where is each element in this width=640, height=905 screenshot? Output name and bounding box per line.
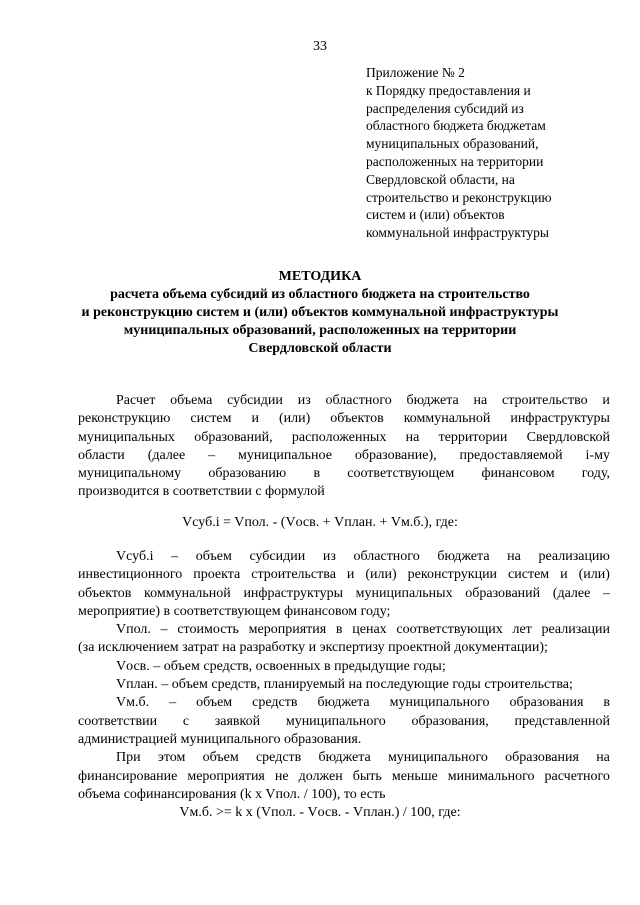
word: объектов <box>330 411 384 427</box>
definition-line <box>78 566 610 584</box>
word: не <box>274 768 289 784</box>
title-line: и реконструкцию систем и (или) объектов коммунальной инфраструктуры <box>81 305 559 320</box>
word: минимального <box>447 768 535 784</box>
word: на <box>507 549 521 564</box>
word: субсидии <box>249 549 306 564</box>
word: Расчет <box>116 393 156 408</box>
word: лет <box>512 622 532 638</box>
intro-paragraph <box>78 392 610 502</box>
word: инфраструктуры <box>243 585 343 601</box>
word: образования, <box>411 713 489 729</box>
definition-line <box>78 621 610 639</box>
word: Vм.б. <box>116 695 150 711</box>
paragraph-line <box>78 410 610 428</box>
word: из <box>297 393 311 408</box>
appendix-line: Свердловской области, на <box>366 171 515 187</box>
word: (или) <box>578 567 610 583</box>
paragraph-line: производится в соответствии с формулой <box>78 484 325 500</box>
word: и <box>602 393 610 408</box>
definition-line <box>78 749 610 767</box>
word: из <box>322 549 336 564</box>
word: Vсуб.i <box>116 549 154 564</box>
definition-line <box>78 694 610 712</box>
paragraph-line <box>78 392 610 410</box>
word: соответствующих <box>396 622 503 638</box>
definitions-block <box>78 548 610 804</box>
word: бюджета <box>406 393 459 408</box>
word: и <box>251 411 259 427</box>
word: муниципальных <box>78 429 175 445</box>
word: Vпол. <box>116 622 151 638</box>
word: – <box>171 549 179 564</box>
word: образования <box>509 695 584 711</box>
word: объем <box>202 750 239 766</box>
word: соответствии <box>78 713 158 729</box>
word: муниципального <box>387 750 488 766</box>
word: и <box>560 567 568 583</box>
appendix-line: распределения субсидий из <box>366 100 524 116</box>
word: систем <box>190 411 232 427</box>
appendix-line: муниципальных образований, <box>366 136 539 152</box>
definition-line <box>78 585 610 603</box>
word: году, <box>581 466 610 482</box>
word: строительства <box>251 567 336 583</box>
word: образований <box>465 585 541 601</box>
word: систем <box>508 567 550 583</box>
word: в <box>313 466 321 482</box>
title-line: расчета объема субсидий из областного бюджета на строительство <box>110 287 530 302</box>
appendix-line: коммунальной инфраструктуры <box>366 225 549 241</box>
paragraph-line <box>78 465 610 483</box>
definition-line: объема софинансирования (k x Vпол. / 100), то есть <box>78 786 386 802</box>
word: муниципальное <box>238 447 332 463</box>
word: – <box>160 622 168 638</box>
word: на <box>596 750 610 766</box>
word: меньше <box>391 768 438 784</box>
word: (или) <box>365 567 397 583</box>
word: При <box>116 750 141 766</box>
word: объема <box>170 393 213 408</box>
word: муниципальных <box>355 585 453 601</box>
definition-line: Vплан. – объем средств, планируемый на последующие годы строительства; <box>116 677 573 693</box>
paragraph-line <box>78 429 610 447</box>
definition-line: (за исключением затрат на разработку и экспертизу проектной документации); <box>78 640 548 656</box>
word: областного <box>353 549 420 564</box>
definition-line: Vосв. – объем средств, освоенных в предыдущие годы; <box>116 658 446 674</box>
word: образование), <box>354 447 437 463</box>
word: муниципального <box>389 695 490 711</box>
word: – <box>169 695 177 711</box>
word: коммунальной <box>144 585 231 601</box>
word: предоставляемой <box>459 447 563 463</box>
word: в <box>603 695 610 711</box>
definition-line <box>78 713 610 731</box>
word: образований, <box>194 429 273 445</box>
paragraph-line <box>78 447 610 465</box>
appendix-line: областного бюджета бюджетам <box>366 118 546 134</box>
formula-subsidy: Vсуб.i = Vпол. - (Vосв. + Vплан. + Vм.б.), где: <box>182 515 458 530</box>
word: этом <box>157 750 186 766</box>
word: i-му <box>585 447 610 463</box>
word: образования <box>505 750 579 766</box>
appendix-line: расположенных на территории <box>366 153 544 169</box>
appendix-line: к Порядку предоставления и <box>366 82 531 98</box>
word: реконструкции <box>407 567 498 583</box>
appendix-line: Приложение № 2 <box>366 65 465 80</box>
word: проекта <box>193 567 241 583</box>
word: областного <box>325 393 392 408</box>
appendix-block <box>366 64 616 242</box>
word: быть <box>352 768 382 784</box>
document-title <box>0 268 640 358</box>
title-line: МЕТОДИКА <box>278 269 362 284</box>
word: стоимость <box>177 622 239 638</box>
word: муниципальному <box>78 466 182 482</box>
definition-line: администрацией муниципального образования. <box>78 731 362 747</box>
word: инфраструктуры <box>510 411 610 427</box>
word: – <box>208 447 216 463</box>
word: строительство <box>502 393 588 408</box>
word: на <box>405 429 420 445</box>
word: бюджета <box>318 750 371 766</box>
word: (далее <box>147 447 186 463</box>
word: заявкой <box>214 713 261 729</box>
formula-municipal-budget: Vм.б. >= k x (Vпол. - Vосв. - Vплан.) / 100, где: <box>179 805 461 820</box>
word: представленной <box>514 713 610 729</box>
word: средств <box>255 750 302 766</box>
word: муниципального <box>285 713 386 729</box>
word: соответствующем <box>347 466 455 482</box>
title-line: Свердловской области <box>248 341 392 356</box>
word: реализацию <box>538 549 610 564</box>
word: на <box>473 393 488 408</box>
word: территории <box>438 429 508 445</box>
definition-line <box>78 548 610 566</box>
word: (далее <box>552 585 591 601</box>
word: реконструкцию <box>78 411 171 427</box>
word: области <box>78 447 125 463</box>
word: мероприятия <box>248 622 327 638</box>
word: расчетного <box>544 768 610 784</box>
title-line: муниципальных образований, расположенных на территории <box>123 323 517 338</box>
word: финансовом <box>481 466 555 482</box>
definition-line: мероприятие) в соответствующем финансовом году; <box>78 603 391 619</box>
word: коммунальной <box>403 411 491 427</box>
word: бюджета <box>437 549 490 564</box>
word: (или) <box>279 411 311 427</box>
word: с <box>182 713 190 729</box>
word: субсидии <box>227 393 283 408</box>
word: объектов <box>78 585 132 601</box>
word: – <box>603 585 610 601</box>
word: инвестиционного <box>78 567 183 583</box>
word: мероприятия <box>187 768 265 784</box>
word: образованию <box>208 466 287 482</box>
word: объем <box>196 695 233 711</box>
word: в <box>335 622 343 638</box>
word: расположенных <box>291 429 387 445</box>
appendix-line: строительство и реконструкцию <box>366 189 552 205</box>
word: объем <box>195 549 232 564</box>
word: Свердловской <box>526 429 610 445</box>
word: и <box>346 567 355 583</box>
word: ценах <box>352 622 387 638</box>
word: должен <box>298 768 343 784</box>
page-number: 33 <box>313 39 327 54</box>
definition-line <box>78 768 610 786</box>
word: реализации <box>541 622 610 638</box>
word: финансирование <box>78 768 178 784</box>
word: средств <box>252 695 298 711</box>
appendix-line: систем и (или) объектов <box>366 207 505 223</box>
word: бюджета <box>317 695 370 711</box>
